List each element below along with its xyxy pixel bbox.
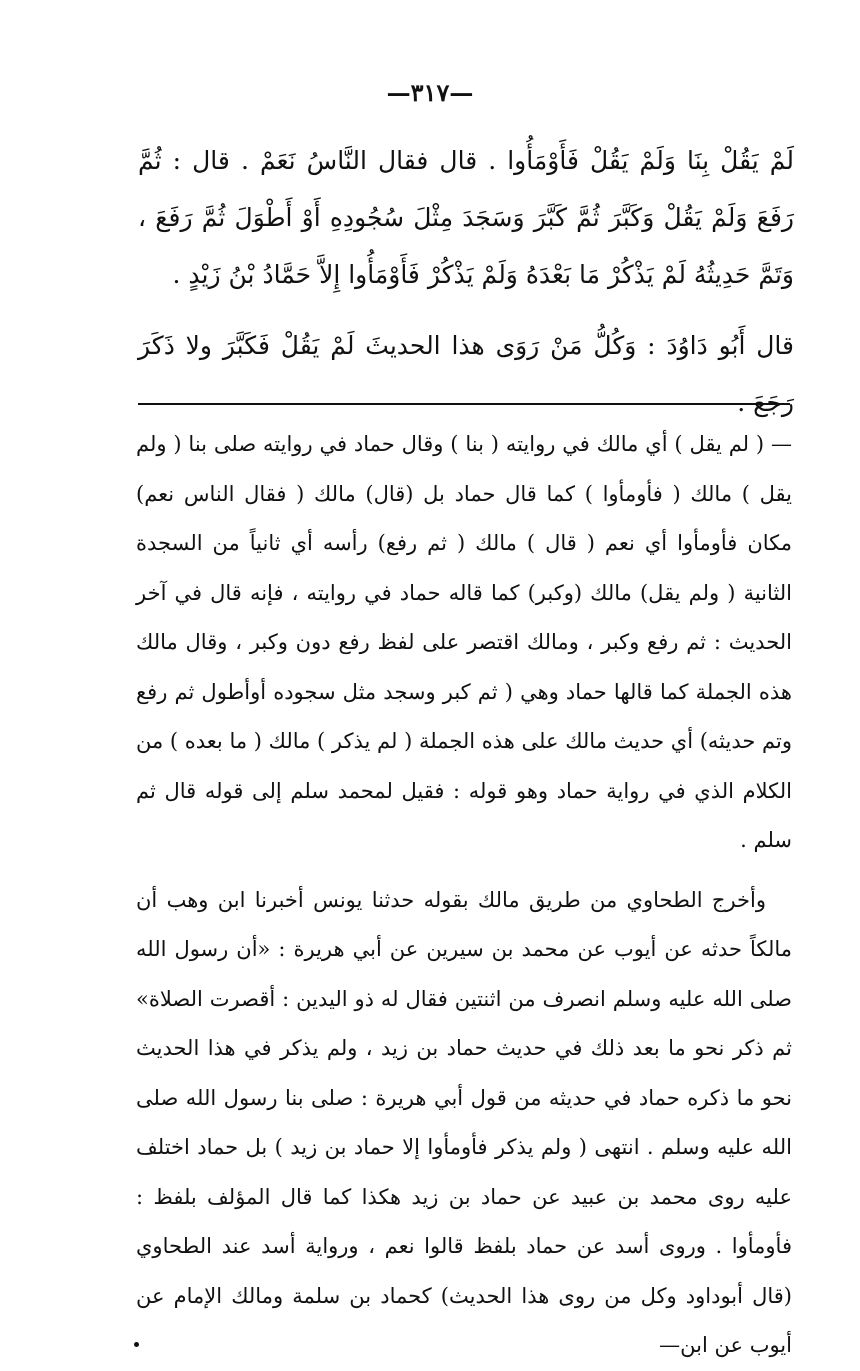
commentary-text xyxy=(136,420,792,1371)
commentary-paragraph: — ( لم يقل ) أي مالك في روايته ( بنا ) وقال حماد في روايته صلى بنا ( ولم يقل ) مالك ( فأومأوا ) كما قال حماد بل (قال) مالك ( فقال الناس نعم) مكان فأومأوا أي نعم ( قال ) مالك ( ثم رفع) رأسه أي ثانياً من السجدة الثانية ( ولم يقل) مالك (وكبر) كما قاله حماد في روايته ، فإنه قال في آخر الحديث : ثم رفع وكبر ، ومالك اقتصر على لفظ رفع دون وكبر ، وقال مالك هذه الجملة كما قالها حماد وهي ( ثم كبر وسجد مثل سجوده أوأطول ثم رفع وتم حديثه) أي حديث مالك على هذه الجملة ( لم يذكر ) مالك ( ما بعده ) من الكلام الذي في رواية حماد وهو قوله : فقيل لمحمد سلم إلى قوله قال ثم سلم . xyxy=(135,432,792,852)
page-mark-dot xyxy=(134,1342,139,1347)
main-text-paragraph: لَمْ يَقُلْ بِنَا وَلَمْ يَقُلْ فَأَوْمَأُوا . قال فقال النَّاسُ نَعَمْ . قال : ثُمَّ رَفَعَ وَلَمْ يَقُلْ وَكَبَّرَ ثُمَّ كَبَّرَ وَسَجَدَ مِثْلَ سُجُودِهِ أَوْ أَطْوَلَ ثُمَّ رَفَعَ ، وَتَمَّ حَدِيثُهُ لَمْ يَذْكُرْ مَا بَعْدَهُ وَلَمْ يَذْكُرْ فَأَوْمَأُوا إِلاَّ حَمَّادُ بْنُ زَيْدٍ . xyxy=(138,146,794,289)
page-number: —٣١٧— xyxy=(386,78,474,107)
divider-line xyxy=(138,403,790,405)
commentary-paragraph: وأخرج الطحاوي من طريق مالك بقوله حدثنا يونس أخبرنا ابن وهب أن مالكاً حدثه عن أيوب عن محمد بن سيرين عن أبي هريرة : «أن رسول الله صلى الله عليه وسلم انصرف من اثنتين فقال له ذو اليدين : أقصرت الصلاة» ثم ذكر نحو ما بعد ذلك في حديث حماد بن زيد ، ولم يذكر في هذا الحديث نحو ما ذكره حماد في حديثه من قول أبي هريرة : صلى بنا رسول الله صلى الله عليه وسلم . انتهى ( ولم يذكر فأومأوا إلا حماد بن زيد ) بل حماد اختلف عليه روى محمد بن عبيد عن حماد بن زيد هكذا كما قال المؤلف بلفظ : فأومأوا . وروى أسد عن حماد بلفظ قالوا نعم ، ورواية أسد عند الطحاوي (قال أبوداود وكل من روى هذا الحديث) كحماد بن سلمة ومالك الإمام عن أيوب عن ابن— xyxy=(136,887,793,1357)
main-text-paragraph: قال أَبُو دَاوُدَ : وَكُلُّ مَنْ رَوَى هذا الحديثَ لَمْ يَقُلْ فَكَبَّرَ ولا ذَكَرَ رَجَعَ . xyxy=(138,331,794,417)
main-hadith-text xyxy=(138,132,794,431)
